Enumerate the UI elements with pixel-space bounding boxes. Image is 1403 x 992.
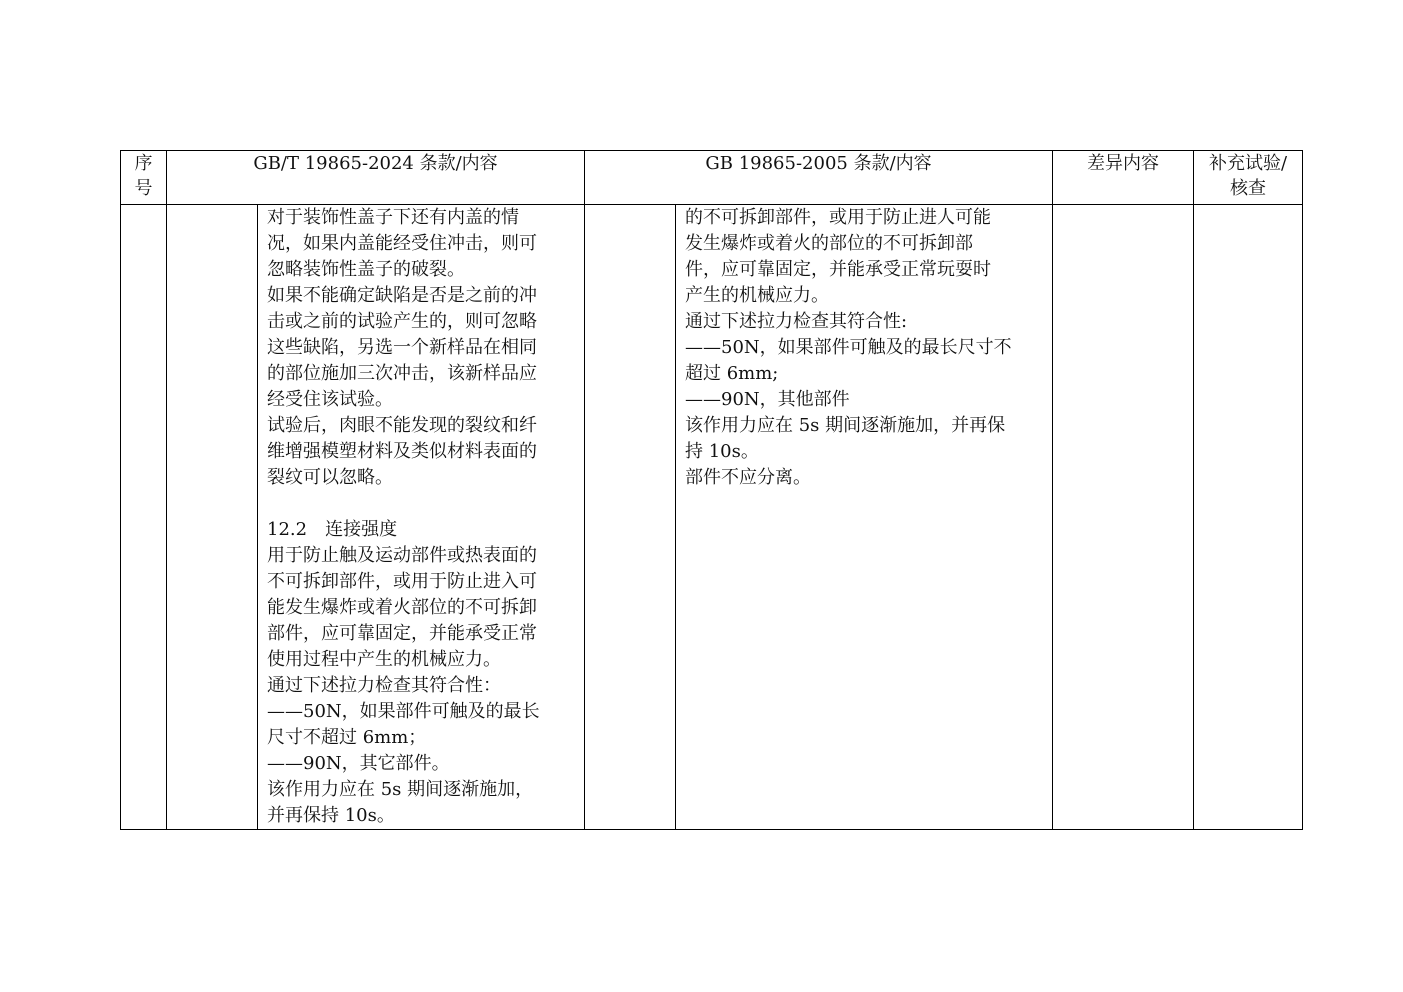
blank-line — [267, 491, 576, 517]
text-line: 用于防止触及运动部件或热表面的 — [267, 545, 537, 566]
text-line: 对于装饰性盖子下还有内盖的情 — [267, 207, 519, 228]
header-supplement-line-2: 核查 — [1230, 178, 1267, 199]
text-line: 试验后，肉眼不能发现的裂纹和纤 — [267, 415, 537, 436]
header-difference — [1053, 151, 1194, 205]
header-new-standard-label: GB/T 19865-2024 条款/内容 — [253, 153, 498, 174]
text-line: 维增强模塑材料及类似材料表面的 — [267, 441, 537, 462]
header-old-standard-label: GB 19865-2005 条款/内容 — [705, 153, 932, 174]
text-line: ——50N，如果部件可触及的最长尺寸不 — [685, 337, 1012, 358]
header-supplement-line-1: 补充试验/ — [1208, 153, 1288, 174]
text-line: 产生的机械应力。 — [685, 285, 829, 306]
text-line: 该作用力应在 5s 期间逐渐施加，并再保 — [685, 415, 1006, 436]
header-new-standard — [167, 151, 585, 205]
header-seq — [121, 151, 167, 205]
text-line: 该作用力应在 5s 期间逐渐施加， — [267, 779, 534, 800]
text-line: 忽略装饰性盖子的破裂。 — [267, 259, 465, 280]
text-line: 通过下述拉力检查其符合性： — [267, 675, 501, 696]
text-line: 能发生爆炸或着火部位的不可拆卸 — [267, 597, 537, 618]
text-line: 并再保持 10s。 — [267, 805, 395, 826]
header-seq-line-2: 号 — [134, 178, 153, 199]
text-line: 件，应可靠固定，并能承受正常玩耍时 — [685, 259, 991, 280]
text-line: 经受住该试验。 — [267, 389, 393, 410]
cell-new-clause — [167, 205, 258, 830]
text-line: 超过 6mm; — [685, 363, 779, 384]
cell-old-content — [676, 205, 1053, 830]
text-line: 部件，应可靠固定，并能承受正常 — [267, 623, 537, 644]
text-line: 况，如果内盖能经受住冲击，则可 — [267, 233, 537, 254]
text-line: 的不可拆卸部件，或用于防止进人可能 — [685, 207, 991, 228]
cell-seq — [121, 205, 167, 830]
text-line: ——50N，如果部件可触及的最长 — [267, 701, 540, 722]
text-line: ——90N，其他部件 — [685, 389, 850, 410]
text-line: 裂纹可以忽略。 — [267, 467, 393, 488]
cell-difference — [1053, 205, 1194, 830]
text-line: 击或之前的试验产生的，则可忽略 — [267, 311, 537, 332]
header-difference-label: 差异内容 — [1087, 153, 1160, 174]
header-row — [121, 151, 1303, 205]
text-line: 使用过程中产生的机械应力。 — [267, 649, 501, 670]
text-line: 发生爆炸或着火的部位的不可拆卸部 — [685, 233, 973, 254]
header-seq-line-1: 序 — [134, 153, 153, 174]
cell-old-clause — [585, 205, 676, 830]
text-line: 尺寸不超过 6mm； — [267, 727, 427, 748]
text-line: 如果不能确定缺陷是否是之前的冲 — [267, 285, 537, 306]
text-line: ——90N，其它部件。 — [267, 753, 450, 774]
text-line: 12.2 连接强度 — [267, 519, 398, 540]
text-line: 不可拆卸部件，或用于防止进入可 — [267, 571, 537, 592]
header-old-standard — [585, 151, 1053, 205]
text-line: 的部位施加三次冲击，该新样品应 — [267, 363, 537, 384]
cell-new-content — [258, 205, 585, 830]
text-line: 持 10s。 — [685, 441, 759, 462]
text-line: 这些缺陷，另选一个新样品在相同 — [267, 337, 537, 358]
cell-supplement — [1194, 205, 1303, 830]
comparison-table — [120, 150, 1303, 830]
content-row — [121, 205, 1303, 830]
text-line: 通过下述拉力检查其符合性: — [685, 311, 908, 332]
header-supplement — [1194, 151, 1303, 205]
text-line: 部件不应分离。 — [685, 467, 811, 488]
